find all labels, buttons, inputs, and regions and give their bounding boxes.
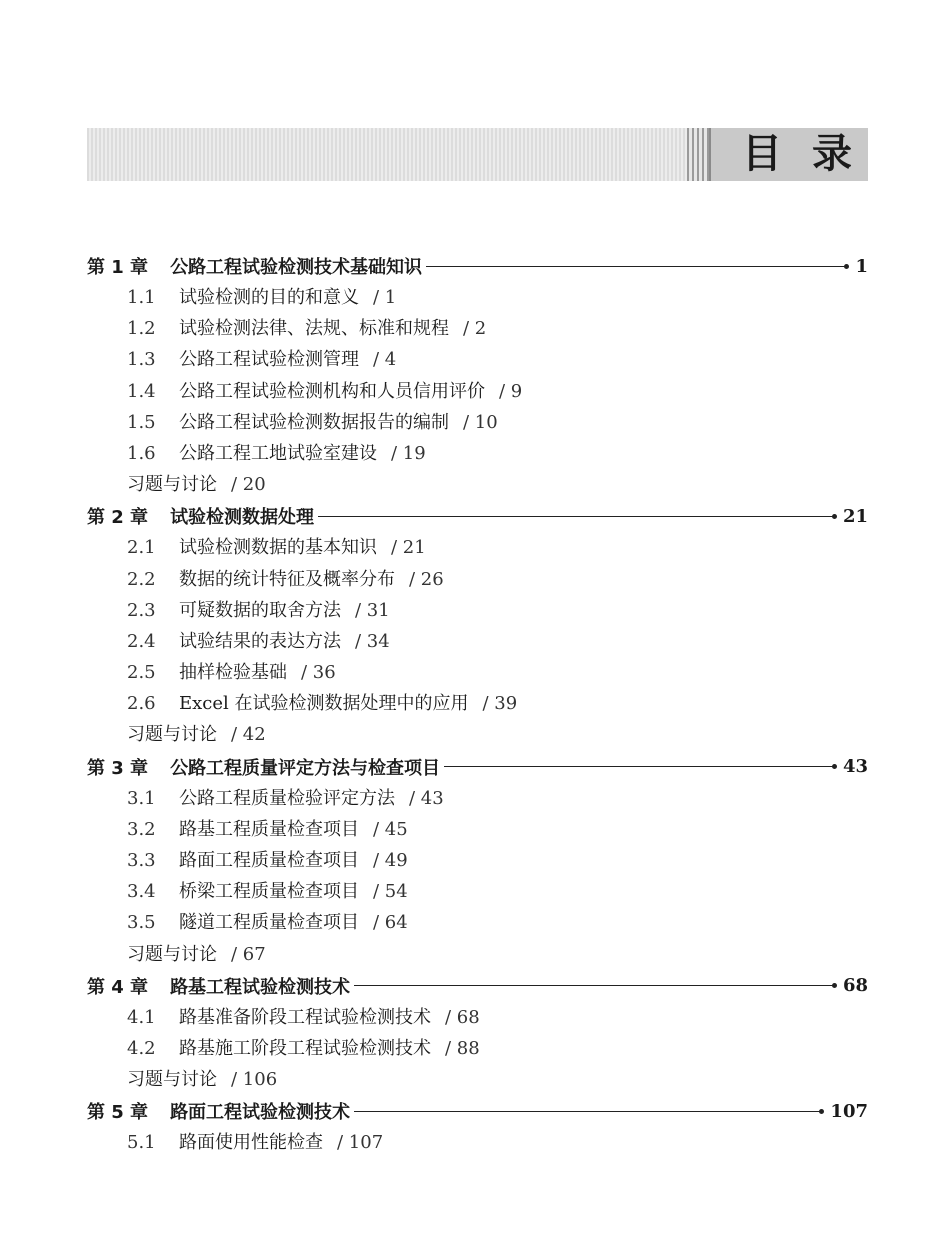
dot-leader — [318, 516, 835, 517]
section-page: / 2 — [463, 318, 487, 340]
section-title: 公路工程工地试验室建设 — [179, 442, 377, 464]
section-title: 公路工程质量检验评定方法 — [179, 787, 395, 809]
section-title: Excel 在试验检测数据处理中的应用 — [179, 693, 469, 715]
section-entry[interactable] — [87, 532, 868, 563]
section-page: / 10 — [463, 411, 498, 433]
section-page: / 26 — [409, 568, 444, 590]
section-number: 5.1 — [127, 1132, 156, 1154]
table-of-contents — [87, 250, 868, 1159]
exercise-title: 习题与讨论 — [127, 1069, 217, 1091]
section-title: 桥梁工程质量检查项目 — [179, 881, 359, 903]
section-page: / 107 — [337, 1132, 384, 1154]
section-number: 2.2 — [127, 568, 156, 590]
section-entry[interactable] — [87, 626, 868, 657]
section-entry[interactable] — [87, 376, 868, 407]
section-title: 公路工程试验检测管理 — [179, 349, 359, 371]
section-page: / 54 — [373, 881, 408, 903]
section-page: / 1 — [373, 287, 397, 308]
section-number: 1.5 — [127, 411, 156, 433]
chapter-title: 试验检测数据处理 — [170, 507, 315, 529]
section-page: / 39 — [482, 693, 518, 715]
section-entry[interactable] — [87, 595, 868, 626]
section-number: 3.4 — [127, 881, 156, 903]
section-title: 试验结果的表达方法 — [179, 630, 341, 652]
section-entry[interactable] — [87, 845, 868, 876]
section-page: / 9 — [499, 380, 523, 402]
section-page: / 88 — [445, 1037, 480, 1059]
chapter-1-entry[interactable] — [87, 250, 868, 282]
chapter-4-entry[interactable] — [87, 970, 868, 1002]
chapter-title: 公路工程试验检测技术基础知识 — [170, 257, 423, 278]
section-entry[interactable] — [87, 657, 868, 688]
section-number: 1.6 — [127, 442, 156, 464]
section-page: / 36 — [301, 662, 336, 684]
section-title: 数据的统计特征及概率分布 — [179, 568, 395, 590]
section-number: 3.5 — [127, 912, 156, 934]
chapter-page: 68 — [842, 975, 868, 997]
chapter-title: 路基工程试验检测技术 — [170, 976, 351, 998]
exercise-entry[interactable] — [87, 469, 868, 500]
section-page: / 21 — [391, 537, 426, 559]
section-page: / 34 — [355, 630, 390, 652]
chapter-page: 21 — [842, 505, 868, 527]
section-number: 4.1 — [127, 1006, 156, 1028]
section-title: 抽样检验基础 — [179, 662, 287, 684]
section-entry[interactable] — [87, 438, 868, 469]
section-page: / 31 — [355, 599, 390, 621]
section-number: 3.3 — [127, 850, 156, 871]
section-entry[interactable] — [87, 282, 868, 313]
chapter-title: 公路工程质量评定方法与检查项目 — [170, 757, 441, 779]
section-number: 2.5 — [127, 662, 156, 684]
section-title: 试验检测法律、法规、标准和规程 — [179, 318, 449, 340]
section-entry[interactable] — [87, 688, 868, 719]
section-title: 试验检测数据的基本知识 — [179, 537, 377, 559]
title-banner — [87, 128, 882, 181]
section-entry[interactable] — [87, 1127, 868, 1158]
dot-leader — [354, 1111, 822, 1112]
section-title: 试验检测的目的和意义 — [179, 287, 359, 308]
exercise-entry[interactable] — [87, 939, 868, 970]
chapter-5-entry[interactable] — [87, 1095, 868, 1127]
exercise-page: / 106 — [231, 1069, 278, 1091]
exercise-title: 习题与讨论 — [127, 474, 217, 496]
section-title: 路基准备阶段工程试验检测技术 — [179, 1006, 431, 1028]
section-page: / 43 — [409, 787, 444, 809]
chapter-number: 第 3 章 — [87, 757, 149, 779]
dot-leader — [426, 266, 847, 267]
section-number: 2.1 — [127, 537, 156, 559]
chapter-2-entry[interactable] — [87, 500, 868, 532]
section-number: 1.2 — [127, 318, 156, 340]
chapter-number: 第 1 章 — [87, 257, 149, 278]
section-entry[interactable] — [87, 1033, 868, 1064]
chapter-page: 43 — [842, 756, 868, 778]
section-page: / 49 — [373, 850, 408, 871]
exercise-entry[interactable] — [87, 1064, 868, 1095]
section-title: 可疑数据的取舍方法 — [179, 599, 341, 621]
chapter-number: 第 2 章 — [87, 507, 149, 529]
chapter-page: 107 — [830, 1100, 868, 1122]
section-number: 3.2 — [127, 818, 156, 840]
section-entry[interactable] — [87, 783, 868, 814]
section-number: 1.3 — [127, 349, 156, 371]
dot-leader — [444, 766, 835, 767]
section-title: 路面使用性能检查 — [179, 1132, 323, 1154]
section-title: 隧道工程质量检查项目 — [179, 912, 359, 934]
section-title: 路基施工阶段工程试验检测技术 — [179, 1037, 431, 1059]
section-number: 1.4 — [127, 380, 156, 402]
section-number: 3.1 — [127, 787, 156, 809]
section-page: / 68 — [445, 1006, 480, 1028]
exercise-page: / 20 — [231, 474, 266, 496]
exercise-page: / 67 — [231, 943, 266, 965]
exercise-page: / 42 — [231, 724, 266, 746]
section-entry[interactable] — [87, 407, 868, 438]
section-page: / 4 — [373, 349, 397, 371]
chapter-number: 第 5 章 — [87, 1102, 149, 1124]
section-title: 公路工程试验检测机构和人员信用评价 — [179, 380, 485, 402]
section-number: 2.4 — [127, 630, 156, 652]
chapter-title: 路面工程试验检测技术 — [170, 1102, 351, 1124]
page-title: 目录 — [742, 130, 882, 177]
section-entry[interactable] — [87, 876, 868, 907]
exercise-title: 习题与讨论 — [127, 943, 217, 965]
section-page: / 45 — [373, 818, 408, 840]
section-number: 1.1 — [127, 287, 156, 308]
section-entry[interactable] — [87, 313, 868, 344]
title-box — [709, 128, 882, 181]
section-page: / 64 — [373, 912, 408, 934]
section-page: / 19 — [391, 442, 426, 464]
section-entry[interactable] — [87, 907, 868, 938]
chapter-page: 1 — [855, 255, 868, 277]
section-number: 2.6 — [127, 693, 156, 715]
section-title: 路基工程质量检查项目 — [179, 818, 359, 840]
section-entry[interactable] — [87, 814, 868, 845]
exercise-title: 习题与讨论 — [127, 724, 217, 746]
section-entry[interactable] — [87, 1002, 868, 1033]
section-entry[interactable] — [87, 344, 868, 375]
dot-leader — [354, 985, 835, 986]
section-title: 路面工程质量检查项目 — [179, 850, 359, 871]
chapter-number: 第 4 章 — [87, 976, 149, 998]
section-number: 4.2 — [127, 1037, 156, 1059]
exercise-entry[interactable] — [87, 719, 868, 750]
section-number: 2.3 — [127, 599, 156, 621]
chapter-3-entry[interactable] — [87, 751, 868, 783]
section-entry[interactable] — [87, 564, 868, 595]
section-title: 公路工程试验检测数据报告的编制 — [179, 411, 449, 433]
banner-stripes — [687, 128, 709, 181]
